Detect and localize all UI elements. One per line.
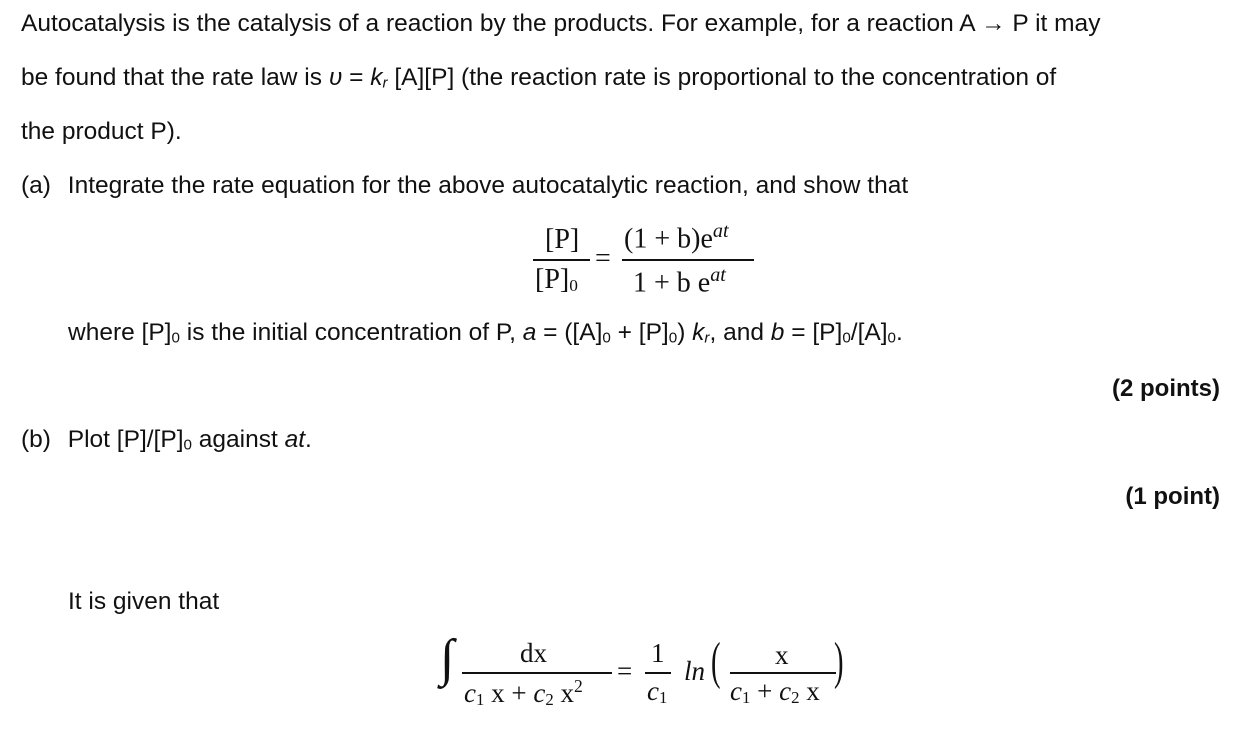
given-ln: ln [684,656,706,686]
intro-line-1: Autocatalysis is the catalysis of a reaction by the products. For example, for a reaction A → P it may [21,10,1101,37]
integral-sign: ∫ [440,630,455,687]
given-lhs-numerator: dx [520,638,547,668]
part-b-prompt: (b) Plot [P]/[P]0 against at. [21,426,312,454]
eq-lhs-numerator: [P] [545,224,580,255]
given-inner-fraction-bar [730,672,836,674]
eq-lhs-denominator: [P]0 [535,264,578,296]
part-b-points: (1 point) [1125,483,1220,510]
intro-line-3: the product P). [21,118,182,145]
part-b-label: (b) [21,426,51,453]
given-inner-numerator: x [775,640,789,670]
where-clause: where [P]0 is the initial concentration of P, a = ([A]0 + [P]0) kr, and b = [P]0/[A]0. [68,319,903,347]
given-c1: c1 [647,676,668,707]
part-a-prompt: (a) Integrate the rate equation for the above autocatalytic reaction, and show that [21,172,909,199]
eq-rhs-denominator: 1 + b $e^{at}$ [633,264,726,299]
eq-rhs-fraction-bar [622,259,754,261]
given-mid-fraction-bar [645,672,671,674]
given-left-paren: ( [711,633,721,690]
right-arrow-icon: → [981,10,1006,37]
given-right-paren: ) [834,633,844,690]
eq-equals: = [595,243,611,274]
given-lhs-denominator: c1 x + c2 $x^2$ [464,676,583,709]
part-a-points: (2 points) [1112,375,1220,402]
eq-lhs-fraction-bar [533,259,590,261]
part-a-label: (a) [21,172,51,199]
given-lhs-fraction-bar [462,672,612,674]
given-one: 1 [651,638,665,668]
eq-rhs-numerator: $(1 + b)e^{at}$ [624,220,729,255]
given-inner-denominator: c1 + c2 x [730,676,820,707]
intro-line-2: be found that the rate law is ʋ = kr [A][P] (the reaction rate is proportional to the concentration of [21,64,1057,92]
given-text: It is given that [68,588,220,615]
given-equals: = [617,656,633,686]
